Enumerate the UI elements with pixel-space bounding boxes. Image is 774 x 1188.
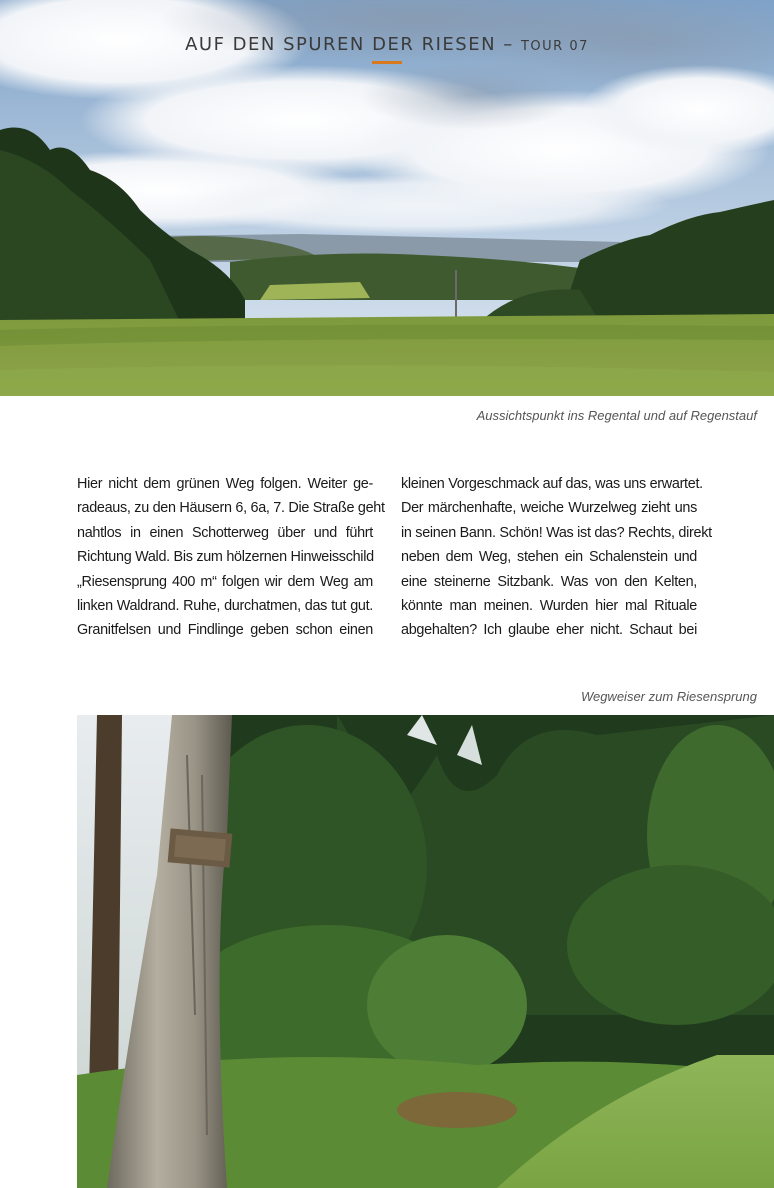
running-header: [0, 34, 774, 55]
text-line: nahtlos in einen Schotterweg über und führt: [77, 524, 373, 541]
text-line: Hier nicht dem grünen Weg folgen. Weiter ge-: [77, 476, 373, 492]
text-line: linken Waldrand. Ruhe, durchatmen, das tut gut.: [77, 597, 373, 614]
photo-caption-bottom: Wegweiser zum Riesensprung: [580, 689, 757, 704]
text-line: Der märchenhafte, weiche Wurzelweg zieht uns: [401, 500, 697, 517]
text-line: neben dem Weg, stehen ein Schalenstein und: [401, 549, 697, 566]
forest-photo: [77, 715, 774, 1188]
text-line: Richtung Wald. Bis zum hölzernen Hinweisschild: [77, 549, 374, 566]
text-line: kleinen Vorgeschmack auf das, was uns erwartet.: [401, 476, 703, 492]
text-line: eine steinerne Sitzbank. Was von den Kelten,: [401, 573, 697, 590]
header-title-line: [185, 34, 589, 55]
text-line: radeaus, zu den Häusern 6, 6a, 7. Die Straße geht: [77, 500, 385, 517]
photo-caption-top: Aussichtspunkt ins Regental und auf Regenstauf: [476, 408, 757, 423]
header-title: AUF DEN SPUREN DER RIESEN: [185, 34, 497, 55]
header-tour-number: TOUR 07: [520, 39, 589, 54]
text-line: könnte man meinen. Wurden hier mal Rituale: [401, 597, 697, 614]
header-accent-rule: [372, 61, 402, 64]
text-line: Granitfelsen und Findlinge geben schon einen: [77, 622, 373, 639]
landscape-photo: [0, 0, 774, 396]
header-separator: –: [496, 34, 521, 55]
text-column-right: [401, 472, 712, 643]
text-line: in seinen Bann. Schön! Was ist das? Rechts, direkt: [401, 524, 712, 541]
text-line: abgehalten? Ich glaube eher nicht. Schaut bei: [401, 622, 697, 639]
text-column-left: [77, 472, 385, 643]
text-line: „Riesensprung 400 m“ folgen wir dem Weg am: [77, 573, 373, 590]
